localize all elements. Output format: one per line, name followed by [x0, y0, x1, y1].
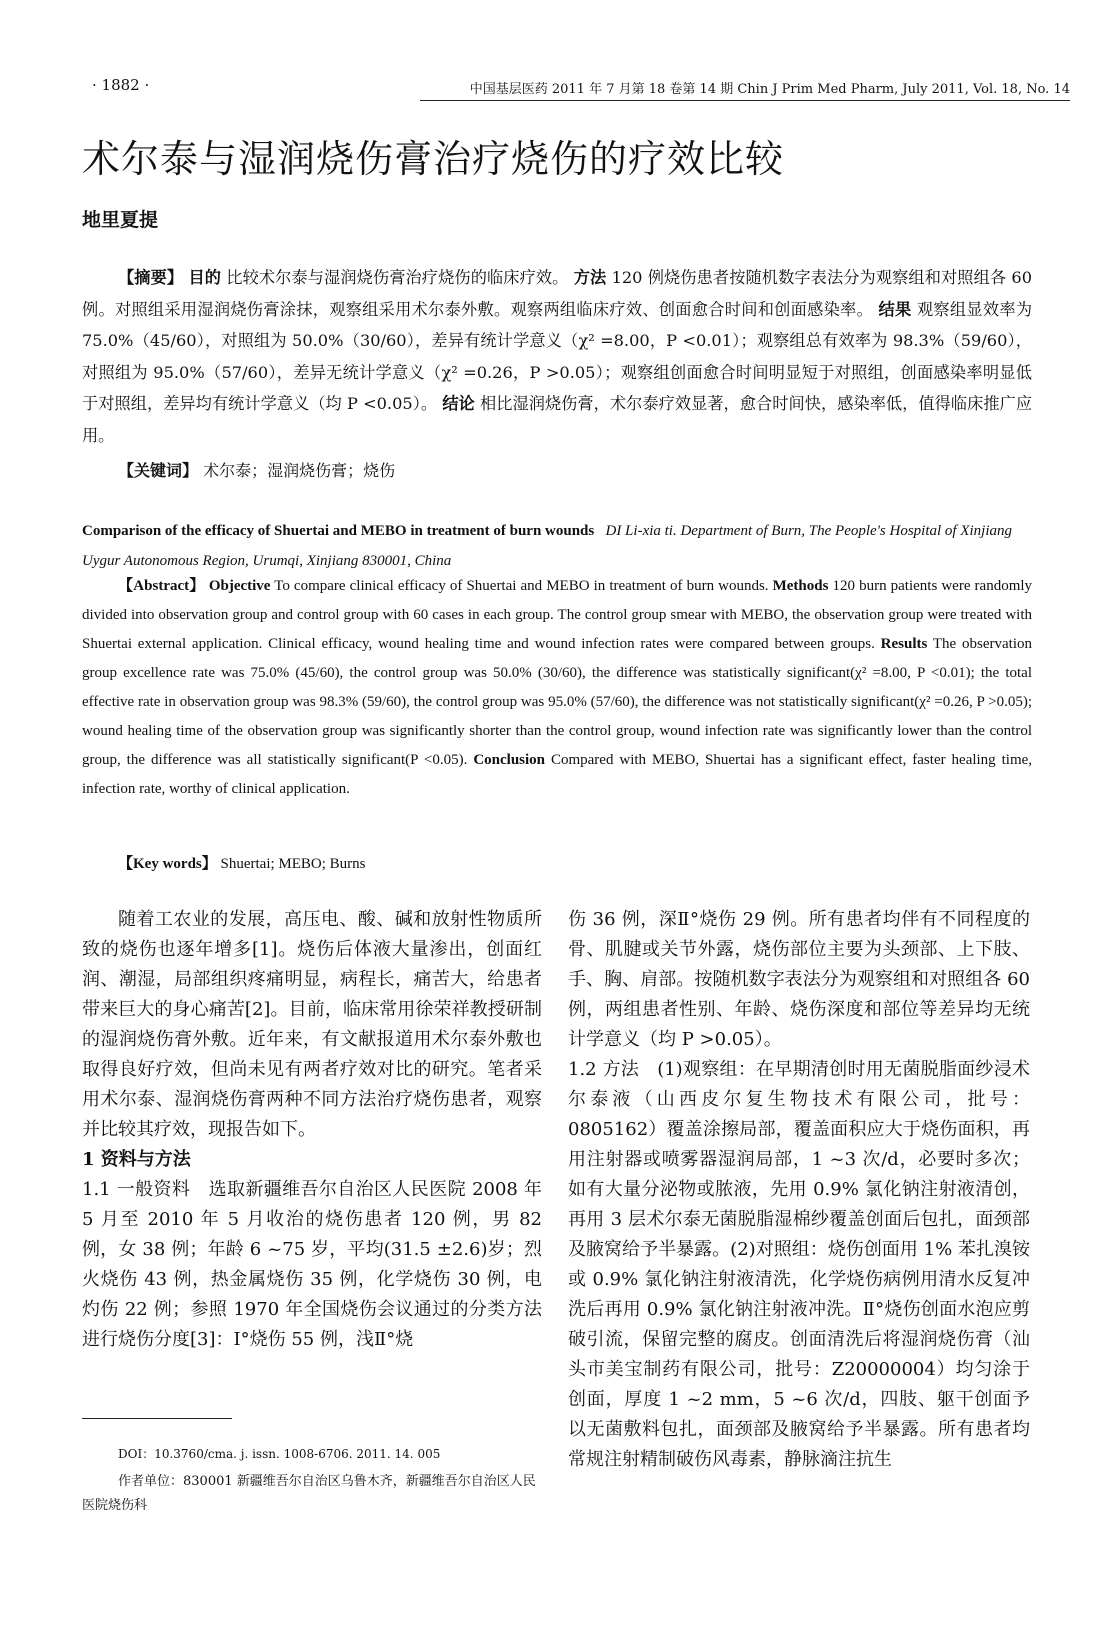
footnote-affiliation: 作者单位：830001 新疆维吾尔自治区乌鲁木齐，新疆维吾尔自治区人民医院烧伤科	[82, 1474, 536, 1513]
en-keywords-label: 【Key words】	[118, 856, 217, 872]
section-1-1-label: 1.1 一般资料	[82, 1179, 191, 1200]
section-1-2-text: (1)观察组：在早期清创时用无菌脱脂面纱浸术尔泰液（山西皮尔复生物技术有限公司，批号：0805162）覆盖涂擦局部，覆盖面积应大于烧伤面积，再用注射器或喷雾器湿润局部，1 ~3 次/d，必要时多次；如有大量分泌物或脓液，先用 0.9% 氯化钠注射液清创，再用 3 层术尔泰无菌脱脂湿棉纱覆盖创面后包扎，面颈部及腋窝给予半暴露。(2)对照组：烧伤创面用 1% 苯扎溴铵或 0.9% 氯化钠注射液清洗，化学烧伤病例用清水反复冲洗后再用 0.9% 氯化钠注射液冲洗。Ⅱ°烧伤创面水泡应剪破引流，保留完整的腐皮。创面清洗后将湿润烧伤膏（汕头市美宝制药有限公司，批号：Z20000004）均匀涂于创面，厚度 1 ~2 mm，5 ~6 次/d，四肢、躯干创面予以无菌敷料包扎，面颈部及腋窝给予半暴露。所有患者均常规注射精制破伤风毒素，静脉滴注抗生	[568, 1059, 1030, 1470]
body-column-left	[82, 905, 542, 1355]
cn-conclusion-label: 结论	[442, 394, 475, 413]
page-number: · 1882 ·	[92, 76, 150, 94]
intro-paragraph: 随着工农业的发展，高压电、酸、碱和放射性物质所致的烧伤也逐年增多[1]。烧伤后体液大量渗出，创面红润、潮湿，局部组织疼痛明显，病程长，痛苦大，给患者带来巨大的身心痛苦[2]。目前，临床常用徐荣祥教授研制的湿润烧伤膏外敷。近年来，有文献报道用术尔泰外敷也取得良好疗效，但尚未见有两者疗效对比的研究。笔者采用术尔泰、湿润烧伤膏两种不同方法治疗烧伤患者，观察并比较其疗效，现报告如下。	[82, 909, 542, 1140]
en-conclusion-text: Compared with MEBO, Shuertai has a significant effect, faster healing time, infection rate, worthy of clinical application.	[82, 752, 1033, 797]
cn-objective-text: 比较术尔泰与湿润烧伤膏治疗烧伤的临床疗效。	[226, 268, 569, 287]
continued-paragraph: 伤 36 例，深Ⅱ°烧伤 29 例。所有患者均伴有不同程度的骨、肌腱或关节外露，烧伤部位主要为头颈部、上下肢、手、胸、肩部。按随机数字表法分为观察组和对照组各 60 例，两组患者性别、年龄、烧伤深度和部位等差异均无统计学意义（均 P >0.05）。	[568, 909, 1030, 1050]
english-keywords	[118, 852, 366, 873]
article-title: 术尔泰与湿润烧伤膏治疗烧伤的疗效比较	[82, 137, 785, 181]
cn-keywords-label: 【关键词】	[118, 461, 199, 480]
cn-abstract-label: 【摘要】	[118, 268, 184, 287]
en-methods-label: Methods	[772, 578, 829, 594]
section-1-1-text: 选取新疆维吾尔自治区人民医院 2008 年 5 月至 2010 年 5 月收治的烧伤患者 120 例，男 82 例，女 38 例；年龄 6 ~75 岁，平均(31.5 ±2.6)岁；烈火烧伤 43 例，热金属烧伤 35 例，化学烧伤 30 例，电灼伤 22 例；参照 1970 年全国烧伤会议通过的分类方法进行烧伤分度[3]：Ⅰ°烧伤 55 例，浅Ⅱ°烧	[82, 1179, 542, 1350]
en-keywords-text: Shuertai; MEBO; Burns	[220, 856, 366, 872]
cn-abstract	[82, 262, 1032, 451]
en-objective-text: To compare clinical efficacy of Shuertai and MEBO in treatment of burn wounds.	[274, 578, 769, 594]
section-heading: 1 资料与方法	[82, 1149, 191, 1170]
en-objective-label: Objective	[208, 578, 271, 594]
cn-results-label: 结果	[878, 299, 912, 319]
en-methods-text: 120 burn patients were randomly divided into observation group and control group with 60 cases in each group. The control group smear with MEBO, the observation group were treated with Shuertai external application. Clinical efficacy, wound healing time and wound infection rates were compared between groups.	[82, 578, 1033, 652]
en-abstract-label: 【Abstract】	[118, 578, 205, 594]
cn-methods-text: 120 例烧伤患者按随机数字表法分为观察组和对照组各 60 例。对照组采用湿润烧伤膏涂抹，观察组采用术尔泰外敷。观察两组临床疗效、创面愈合时间和创面感染率。	[82, 268, 1033, 319]
cn-objective-label: 目的	[188, 268, 222, 287]
en-results-label: Results	[880, 636, 928, 652]
cn-keywords	[118, 458, 395, 481]
author-name: 地里夏提	[82, 209, 159, 231]
section-1-1-paragraph	[82, 1175, 542, 1355]
en-conclusion-label: Conclusion	[473, 752, 546, 768]
section-1-2-paragraph	[568, 1055, 1030, 1475]
english-title-block	[82, 516, 1032, 576]
english-title: Comparison of the efficacy of Shuertai and MEBO in treatment of burn wounds	[82, 523, 595, 539]
cn-results-text: 观察组显效率为 75.0%（45/60），对照组为 50.0%（30/60），差异有统计学意义（χ² =8.00，P <0.01）；观察组总有效率为 98.3%（59/60），对照组为 95.0%（57/60），差异无统计学意义（χ² =0.26，P >0.05）；观察组创面愈合时间明显短于对照组，创面感染率明显低于对照组，差异均有统计学意义（均 P <0.05）。	[82, 299, 1033, 413]
cn-keywords-text: 术尔泰；湿润烧伤膏；烧伤	[203, 461, 396, 480]
cn-methods-label: 方法	[573, 268, 607, 287]
section-1-2-label: 1.2 方法	[568, 1059, 640, 1080]
footnote-divider	[82, 1418, 232, 1419]
en-results-text: The observation group excellence rate was 75.0% (45/60), the control group was 50.0% (30/60), the difference was statistically significant(χ² =8.00, P <0.01); the total effective rate in observation group was 98.3% (59/60), the control group was 95.0% (57/60), the difference was not statistically significant(χ² =0.26, P >0.05); wound healing time of the observation group was significantly shorter than the control group, wound infection rate was significantly lower than the control group, the difference was all statistically significant(P <0.05).	[82, 636, 1032, 768]
running-header: 中国基层医药 2011 年 7 月第 18 卷第 14 期 Chin J Prim Med Pharm, July 2011, Vol. 18, No. 14	[420, 78, 1070, 101]
cn-conclusion-text: 相比湿润烧伤膏，术尔泰疗效显著，愈合时间快，感染率低，值得临床推广应用。	[82, 394, 1033, 445]
english-abstract	[82, 572, 1032, 804]
footnote-doi: DOI：10.3760/cma. j. issn. 1008-6706. 2011. 14. 005	[118, 1447, 441, 1461]
body-column-right	[568, 905, 1030, 1475]
english-affiliation: DI Li-xia ti. Department of Burn, The People's Hospital of Xinjiang Uygur Autonomous Region, Urumqi, Xinjiang 830001, China	[82, 523, 1012, 569]
